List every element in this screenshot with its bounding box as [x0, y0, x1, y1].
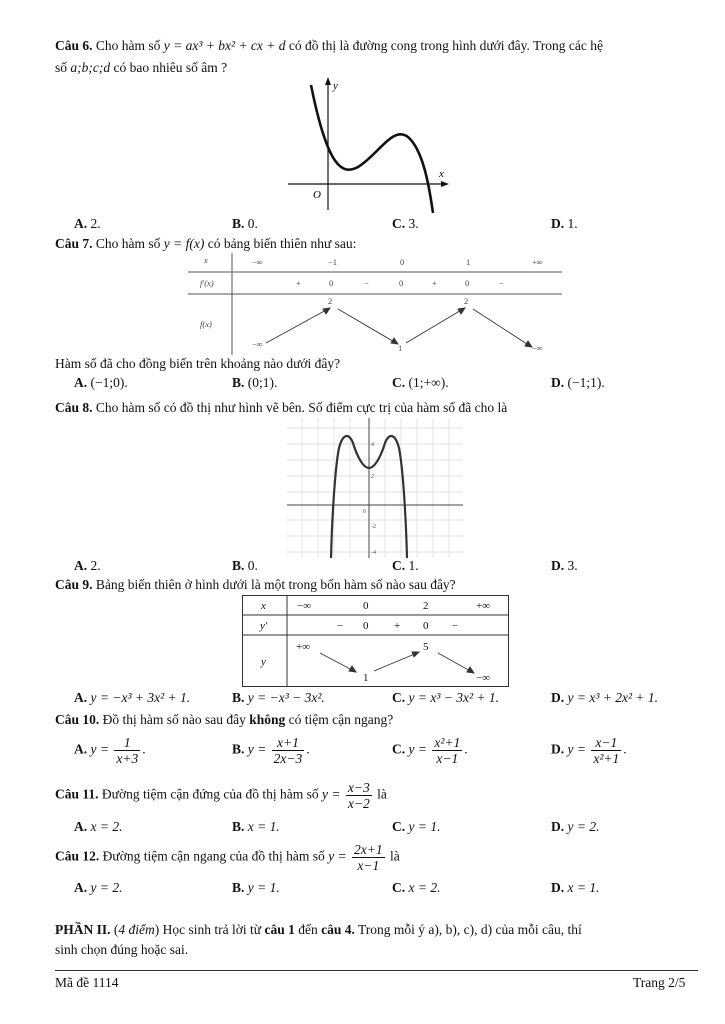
q10-bold-word: không: [249, 712, 286, 727]
q7-f-val: 2: [328, 296, 333, 306]
q8-b-val: 0.: [247, 558, 258, 573]
q10-answer-b[interactable]: [232, 735, 310, 766]
q9-d-key: D.: [551, 690, 565, 705]
q7-f-val: 2: [464, 296, 469, 306]
q12-answer-b[interactable]: [232, 880, 280, 896]
q10-a-lhs: y =: [90, 741, 109, 757]
q12-d-key: D.: [551, 880, 565, 895]
q10-d-lhs: y =: [567, 741, 586, 757]
q11-stem: [55, 780, 387, 811]
q7-arrow-down2: [473, 309, 530, 346]
q8-d-val: 3.: [567, 558, 578, 573]
q9-y-val: 5: [423, 641, 429, 653]
q7-answer-a[interactable]: [74, 375, 128, 391]
q11-b-val: x = 1.: [247, 819, 280, 834]
q6-label: Câu 6.: [55, 38, 93, 53]
q10-label: Câu 10.: [55, 712, 100, 727]
q8-tick-label: 0: [363, 509, 366, 515]
q8-tick-label: 2: [371, 474, 374, 480]
q9-x-label: x: [261, 600, 266, 612]
q12-answer-a[interactable]: [74, 880, 122, 896]
q7-b-val: (0;1).: [247, 375, 278, 390]
q8-label: Câu 8.: [55, 400, 93, 415]
q6-answer-b[interactable]: [232, 216, 258, 232]
q8-b-key: B.: [232, 558, 245, 573]
q9-x-val: −∞: [297, 600, 312, 612]
q6-x-arrow: [441, 181, 449, 187]
q9-yp-val: +: [394, 620, 401, 632]
q7-text2: có bảng biến thiên như sau:: [207, 236, 357, 251]
q9-answer-a[interactable]: [74, 690, 190, 706]
q10-c-tail: .: [464, 741, 468, 757]
q9-x-val: +∞: [476, 600, 491, 612]
q8-grid: [287, 418, 463, 558]
q11-a-key: A.: [74, 819, 88, 834]
q7-f-label: f(x): [200, 319, 212, 329]
q9-arrowhead: [467, 667, 474, 673]
q11-num: x−3: [347, 780, 370, 795]
q8-c-val: 1.: [408, 558, 419, 573]
q7-a-val: (−1;0).: [90, 375, 128, 390]
q12-b-val: y = 1.: [247, 880, 280, 895]
q6-b-key: B.: [232, 216, 245, 231]
q6-d-val: 1.: [567, 216, 578, 231]
q9-yp-val: −: [337, 620, 344, 632]
q6-y-arrow: [325, 77, 331, 85]
q9-arrow-down1: [320, 653, 354, 671]
q10-c-key: C.: [392, 741, 406, 757]
q12-c-key: C.: [392, 880, 406, 895]
q9-c-val: y = x³ − 3x² + 1.: [408, 690, 500, 705]
q7-arrowhead: [458, 308, 465, 314]
q9-arrow-up: [374, 653, 417, 671]
part2-to: câu 4.: [321, 922, 355, 937]
q7-f-val: −∞: [532, 343, 543, 353]
q8-a-key: A.: [74, 558, 88, 573]
q6-text1: Cho hàm số: [95, 38, 161, 53]
q7-c-val: (1;+∞).: [408, 375, 449, 390]
q10-a-key: A.: [74, 741, 88, 757]
q9-answer-d[interactable]: [551, 690, 658, 706]
q8-answer-d[interactable]: [551, 558, 578, 574]
q11-answer-d[interactable]: [551, 819, 599, 835]
q7-answer-d[interactable]: [551, 375, 605, 391]
q9-yp-val: 0: [363, 620, 369, 632]
q7-prompt: Hàm số đã cho đồng biến trên khoảng nào dưới đây?: [55, 356, 341, 371]
q10-answer-d[interactable]: [551, 735, 627, 766]
q9-label: Câu 9.: [55, 577, 93, 592]
q7-label: Câu 7.: [55, 236, 93, 251]
q10-d-num: x−1: [591, 735, 621, 751]
q9-x-val: 0: [363, 600, 369, 612]
q6-answer-d[interactable]: [551, 216, 578, 232]
q12-den: x−1: [357, 858, 380, 873]
q12-a-key: A.: [74, 880, 88, 895]
q7-fp-val: −: [364, 278, 369, 288]
q12-a-val: y = 2.: [90, 880, 123, 895]
q6-b-val: 0.: [247, 216, 258, 231]
q7-f-val: 1: [398, 343, 403, 353]
q10-b-tail: .: [306, 741, 310, 757]
q9-arrowhead: [412, 652, 419, 657]
q12-lhs: y =: [328, 848, 347, 864]
q10-text1: Đồ thị hàm số nào sau đây: [102, 712, 246, 727]
q9-y-val: +∞: [296, 641, 311, 653]
q7-d-val: (−1;1).: [567, 375, 605, 390]
q9-arrowhead: [349, 666, 356, 672]
part2-heading: PHẦN II. (4 điểm) Học sinh trả lời từ câu 1 đến câu 4. Trong mỗi ý a), b), c), d) của mỗi câu, thí: [55, 922, 582, 937]
q10-d-tail: .: [623, 741, 627, 757]
q7-stem: [55, 236, 356, 252]
q10-b-num: x+1: [272, 735, 305, 751]
q10-stem: [55, 712, 393, 728]
q6-line2a: số: [55, 60, 68, 75]
q11-fraction: [346, 780, 372, 811]
q7-arrow-down1: [338, 309, 396, 343]
q12-text: Đường tiệm cận ngang của đồ thị hàm số: [102, 848, 325, 864]
q11-b-key: B.: [232, 819, 245, 834]
q10-a-den: x+3: [116, 751, 139, 766]
q9-stem: [55, 577, 456, 593]
q10-b-key: B.: [232, 741, 245, 757]
q6-stem: [55, 38, 603, 54]
q7-arrowhead: [525, 341, 532, 347]
q9-b-val: y = −x³ − 3x².: [247, 690, 325, 705]
q11-answer-a[interactable]: [74, 819, 122, 835]
q10-a-tail: .: [142, 741, 146, 757]
q6-y-label: y: [333, 80, 338, 92]
q7-d-key: D.: [551, 375, 565, 390]
q8-a-val: 2.: [90, 558, 101, 573]
q6-answer-a[interactable]: [74, 216, 101, 232]
q7-variation-table: [188, 253, 562, 355]
q6-vars: a;b;c;d: [70, 60, 111, 75]
q10-d-den: x²+1: [593, 751, 620, 766]
q9-y-val: 1: [363, 672, 369, 684]
q9-variation-table: [242, 595, 509, 687]
q7-answer-c[interactable]: [392, 375, 449, 391]
q6-a-val: 2.: [90, 216, 101, 231]
q12-tail: là: [390, 848, 400, 864]
q6-formula: y = ax³ + bx² + cx + d: [163, 38, 286, 53]
q9-a-val: y = −x³ + 3x² + 1.: [90, 690, 191, 705]
q10-b-lhs: y =: [247, 741, 267, 757]
q8-tick-label: -2: [371, 524, 376, 530]
part2-text2: Trong mỗi ý a), b), c), d) của mỗi câu, thí: [357, 922, 582, 937]
q7-arrow-up1: [266, 309, 328, 343]
q12-d-val: x = 1.: [567, 880, 600, 895]
q7-fp-val: +: [432, 278, 437, 288]
q9-yp-val: −: [452, 620, 459, 632]
q6-answer-c[interactable]: [392, 216, 419, 232]
q9-yp-label: y′: [260, 620, 268, 632]
q10-answer-a[interactable]: [74, 735, 146, 766]
q9-y-val: −∞: [476, 672, 491, 684]
q7-arrowhead: [323, 308, 330, 314]
part2-mid: đến: [298, 922, 318, 937]
q12-answer-d[interactable]: [551, 880, 599, 896]
q8-quartic-graph: [287, 418, 463, 558]
q7-f-val: −∞: [252, 339, 263, 349]
q8-answer-b[interactable]: [232, 558, 258, 574]
q10-c-num: x²+1: [434, 735, 461, 750]
q10-d-key: D.: [551, 741, 565, 757]
q7-fp-val: −: [499, 278, 504, 288]
q7-fp-val: 0: [465, 278, 470, 288]
q9-arrow-down2: [438, 653, 472, 672]
q12-c-val: x = 2.: [408, 880, 441, 895]
q8-tick-label: -4: [371, 550, 376, 556]
q9-a-key: A.: [74, 690, 88, 705]
q9-d-val: y = x³ + 2x² + 1.: [567, 690, 659, 705]
q6-c-key: C.: [392, 216, 406, 231]
q10-b-den: 2x−3: [273, 751, 303, 766]
q6-x-label: x: [439, 168, 444, 180]
q11-c-key: C.: [392, 819, 406, 834]
q12-b-key: B.: [232, 880, 245, 895]
q11-label: Câu 11.: [55, 786, 99, 802]
q12-stem: [55, 842, 400, 873]
q6-a-key: A.: [74, 216, 88, 231]
q7-answer-b[interactable]: [232, 375, 277, 391]
q9-yp-val: 0: [423, 620, 429, 632]
q11-d-val: y = 2.: [567, 819, 600, 834]
part2-text1: Học sinh trả lời từ: [162, 922, 262, 937]
footer-page-number: Trang 2/5: [633, 975, 686, 990]
q6-cubic-graph: [283, 75, 453, 215]
q7-text: Cho hàm số: [95, 236, 161, 251]
q11-a-val: x = 2.: [90, 819, 123, 834]
q6-stem-line2: [55, 60, 227, 76]
q7-arrow-up2: [406, 309, 463, 343]
q11-den: x−2: [347, 796, 370, 811]
q10-answer-c[interactable]: [392, 735, 468, 766]
q6-line2b: có bao nhiêu số âm ?: [113, 60, 228, 75]
q10-b-fraction: [272, 735, 305, 766]
q7-x-val: +∞: [532, 257, 543, 267]
q11-lhs: y =: [322, 786, 341, 802]
q9-b-key: B.: [232, 690, 245, 705]
q11-tail: là: [377, 786, 387, 802]
q10-a-num: 1: [114, 735, 140, 751]
q8-tick-label: 4: [371, 442, 374, 448]
q7-x-val: −1: [328, 257, 338, 267]
part2-line2: sinh chọn đúng hoặc sai.: [55, 942, 189, 957]
q6-text2: có đồ thị là đường cong trong hình dưới đây. Trong các hệ: [288, 38, 604, 53]
q7-fp-val: +: [296, 278, 301, 288]
q7-c-key: C.: [392, 375, 406, 390]
q12-fraction: [352, 842, 385, 873]
q11-text: Đường tiệm cận đứng của đồ thị hàm số: [101, 786, 319, 802]
part2-from: câu 1: [264, 922, 295, 937]
q10-c-fraction: [432, 735, 462, 766]
q6-curve: [311, 85, 433, 213]
q7-x-val: 0: [400, 257, 405, 267]
q7-formula: y = f(x): [163, 236, 205, 251]
q10-a-fraction: [114, 735, 140, 766]
q10-c-den: x−1: [436, 751, 459, 766]
q9-table-border: [243, 596, 509, 687]
q11-c-val: y = 1.: [408, 819, 441, 834]
q8-answer-c[interactable]: [392, 558, 419, 574]
q9-answer-c[interactable]: [392, 690, 499, 706]
q6-origin-label: O: [313, 189, 321, 201]
q8-d-key: D.: [551, 558, 565, 573]
part2-title: PHẦN II.: [55, 922, 111, 937]
q8-stem: [55, 400, 507, 416]
footer-divider: [55, 970, 698, 971]
q7-fp-val: 0: [399, 278, 404, 288]
q10-text2: có tiệm cận ngang?: [288, 712, 394, 727]
q11-answer-c[interactable]: [392, 819, 440, 835]
q7-a-key: A.: [74, 375, 88, 390]
q9-y-label: y: [261, 656, 266, 668]
q8-answer-a[interactable]: [74, 558, 101, 574]
footer-exam-code: Mã đề 1114: [55, 975, 119, 990]
q9-c-key: C.: [392, 690, 406, 705]
q11-answer-b[interactable]: [232, 819, 280, 835]
q12-answer-c[interactable]: [392, 880, 440, 896]
q7-x-label: x: [204, 255, 208, 265]
q12-num: 2x+1: [354, 842, 383, 857]
q10-c-lhs: y =: [408, 741, 427, 757]
q9-x-val: 2: [423, 600, 429, 612]
q11-d-key: D.: [551, 819, 565, 834]
part2-score: 4 điểm: [118, 922, 155, 937]
q6-c-val: 3.: [408, 216, 419, 231]
q8-text: Cho hàm số có đồ thị như hình vẽ bên. Số điểm cực trị của hàm số đã cho là: [95, 400, 508, 415]
q6-d-key: D.: [551, 216, 565, 231]
q7-x-val: −∞: [252, 257, 263, 267]
q9-answer-b[interactable]: [232, 690, 325, 706]
q7-b-key: B.: [232, 375, 245, 390]
q10-d-fraction: [591, 735, 621, 766]
q9-text: Bảng biến thiên ở hình dưới là một trong bốn hàm số nào sau đây?: [95, 577, 456, 592]
q7-fp-label: f′(x): [200, 278, 214, 288]
q7-arrowhead: [391, 338, 398, 344]
q12-label: Câu 12.: [55, 848, 100, 864]
q7-x-val: 1: [466, 257, 471, 267]
q7-fp-val: 0: [329, 278, 334, 288]
q8-c-key: C.: [392, 558, 406, 573]
